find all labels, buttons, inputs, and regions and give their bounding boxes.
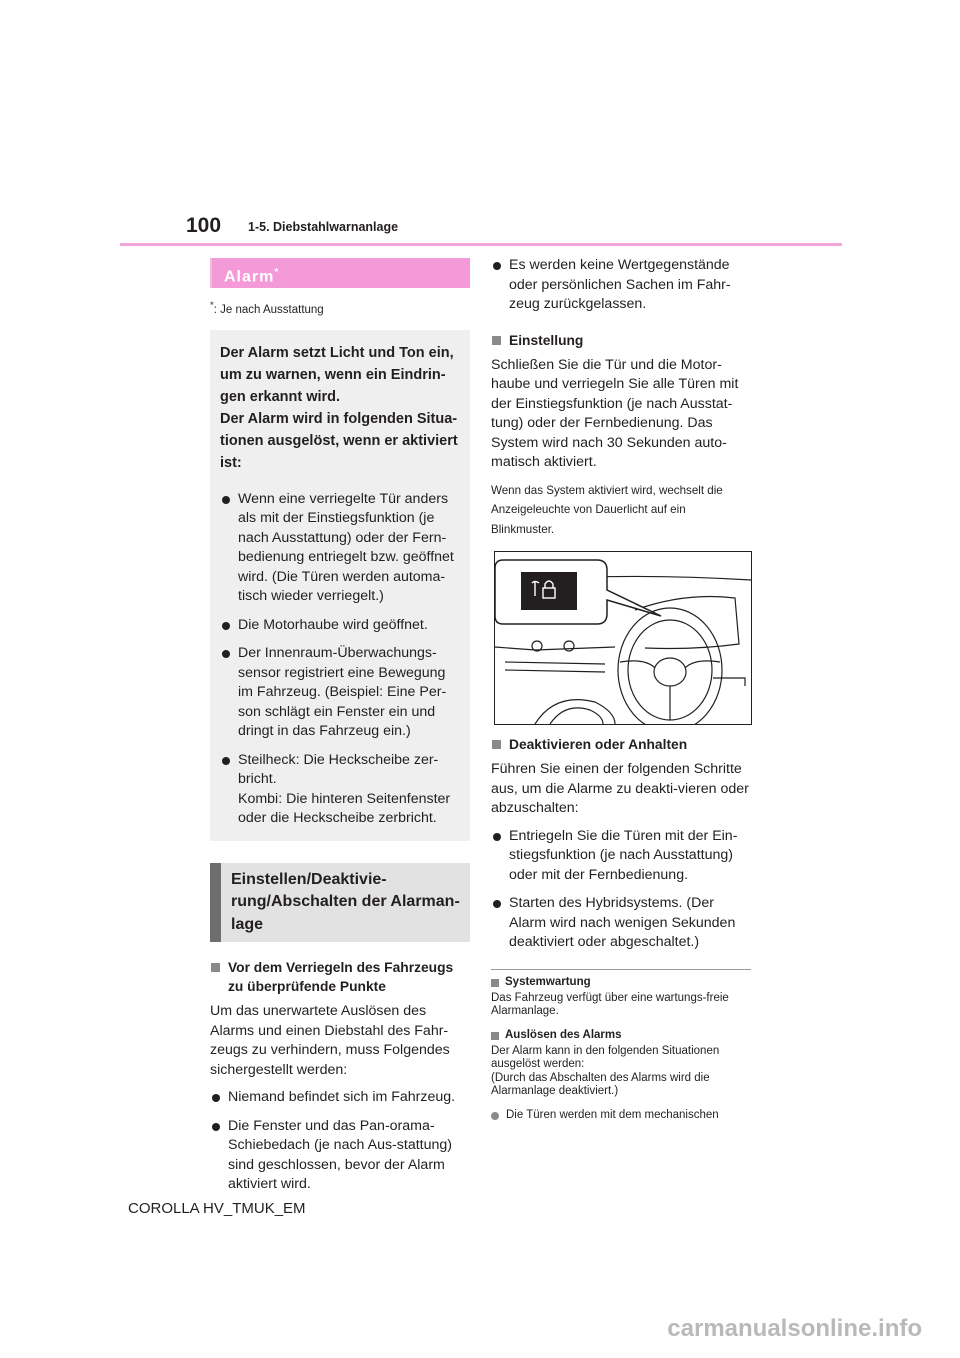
before-locking-bullet: Niemand befindet sich im Fahrzeug. (210, 1088, 470, 1108)
before-locking-bullet: Es werden keine Wertgegenstände oder persönlichen Sachen im Fahr-zeug zurückgelassen. (491, 256, 751, 315)
deactivate-heading: Deaktivieren oder Anhalten (491, 735, 751, 754)
notes-divider (491, 969, 751, 970)
maintenance-heading: Systemwartung (491, 976, 751, 988)
intro-line: ist: (220, 454, 242, 471)
heading-asterisk: * (274, 267, 280, 278)
intro-line: gen erkannt wird. (220, 388, 341, 405)
header-rule (120, 243, 842, 246)
trigger-text: Der Alarm kann in den folgenden Situationen ausgelöst werden: (Durch das Abschalten des Alarms wird die Alarmanlage deaktiviert.) (491, 1044, 720, 1097)
alarm-intro (220, 342, 458, 474)
page-number: 100 (186, 214, 222, 237)
intro-line: Der Alarm setzt Licht und Ton ein, (220, 344, 454, 361)
before-locking-text: Um das unerwartete Auslösen des Alarms und einen Diebstahl des Fahr-zeugs zu verhindern, muss Folgendes sichergestellt werden: (210, 1003, 450, 1078)
before-locking-bullet: Die Fenster und das Pan-orama-Schiebedach (je nach Aus-stattung) sind geschlossen, bevor der Alarm aktiviert wird. (210, 1117, 470, 1195)
trigger-bullet: Die Türen werden mit dem mechanischen (491, 1109, 751, 1123)
alarm-trigger-bullet: Der Innenraum-Überwachungs-sensor registriert eine Bewegung im Fahrzeug. (Beispiel: Eine Per-son schlägt ein Fenster ein und dringt in das Fahrzeug ein.) (220, 644, 458, 742)
deactivate-bullet: Starten des Hybridsystems. (Der Alarm wird nach wenigen Sekunden deaktiviert oder abgeschaltet.) (491, 894, 751, 953)
footnote-text: : Je nach Ausstattung (213, 303, 324, 316)
alarm-heading-text: Alarm (224, 268, 275, 286)
footer-model: COROLLA HV_TMUK_EM (128, 1200, 306, 1217)
setting-small-text: Wenn das System aktiviert wird, wechselt die Anzeigeleuchte von Dauerlicht auf ein Blinkmuster. (491, 483, 723, 536)
running-head: 1-5. Diebstahlwarnanlage (248, 220, 399, 234)
left-column (210, 258, 470, 1204)
intro-line: tionen ausgelöst, wenn er aktiviert (220, 432, 458, 449)
footnote (210, 300, 470, 316)
alarm-heading (210, 258, 470, 288)
dashboard-illustration (495, 552, 751, 724)
trigger-heading: Auslösen des Alarms (491, 1029, 751, 1041)
alarm-trigger-bullet: Steilheck: Die Heckscheibe zer-bricht. Kombi: Die hinteren Seitenfenster oder die Heckscheibe zerbricht. (220, 751, 458, 829)
settings-section-heading: Einstellen/Deaktivie-rung/Abschalten der Alarman-lage (210, 863, 470, 943)
footnote-mark: * (210, 300, 214, 311)
alarm-info-box (210, 330, 470, 841)
right-column (491, 256, 751, 1122)
alarm-trigger-bullet: Wenn eine verriegelte Tür anders als mit der Einstiegsfunktion (je nach Ausstattung) oder der Fern-bedienung entriegelt bzw. geöffnet wird. (Die Türen werden automa-tisch wieder verriegelt.) (220, 490, 458, 607)
watermark: carmanualsonline.info (667, 1315, 922, 1342)
indicator-illustration (494, 551, 752, 725)
intro-line: um zu warnen, wenn ein Eindrin- (220, 366, 446, 383)
alarm-trigger-bullet: Die Motorhaube wird geöffnet. (220, 616, 458, 636)
intro-line: Der Alarm wird in folgenden Situa- (220, 410, 458, 427)
setting-text: Schließen Sie die Tür und die Motor-haube und verriegeln Sie alle Türen mit der Einstiegsfunktion (je nach Ausstat-tung) oder der Fernbedienung. Das System wird nach 30 Sekunden auto-matisch aktiviert. (491, 356, 739, 470)
deactivate-text: Führen Sie einen der folgenden Schritte aus, um die Alarme zu deakti-vieren oder abzuschalten: (491, 761, 749, 816)
deactivate-bullet: Entriegeln Sie die Türen mit der Ein-stiegsfunktion (je nach Ausstattung) oder mit der Fernbedienung. (491, 827, 751, 886)
before-locking-heading: Vor dem Verriegeln des Fahrzeugs zu überprüfende Punkte (210, 958, 470, 996)
setting-heading: Einstellung (491, 331, 751, 350)
maintenance-text: Das Fahrzeug verfügt über eine wartungs-freie Alarmanlage. (491, 991, 729, 1017)
